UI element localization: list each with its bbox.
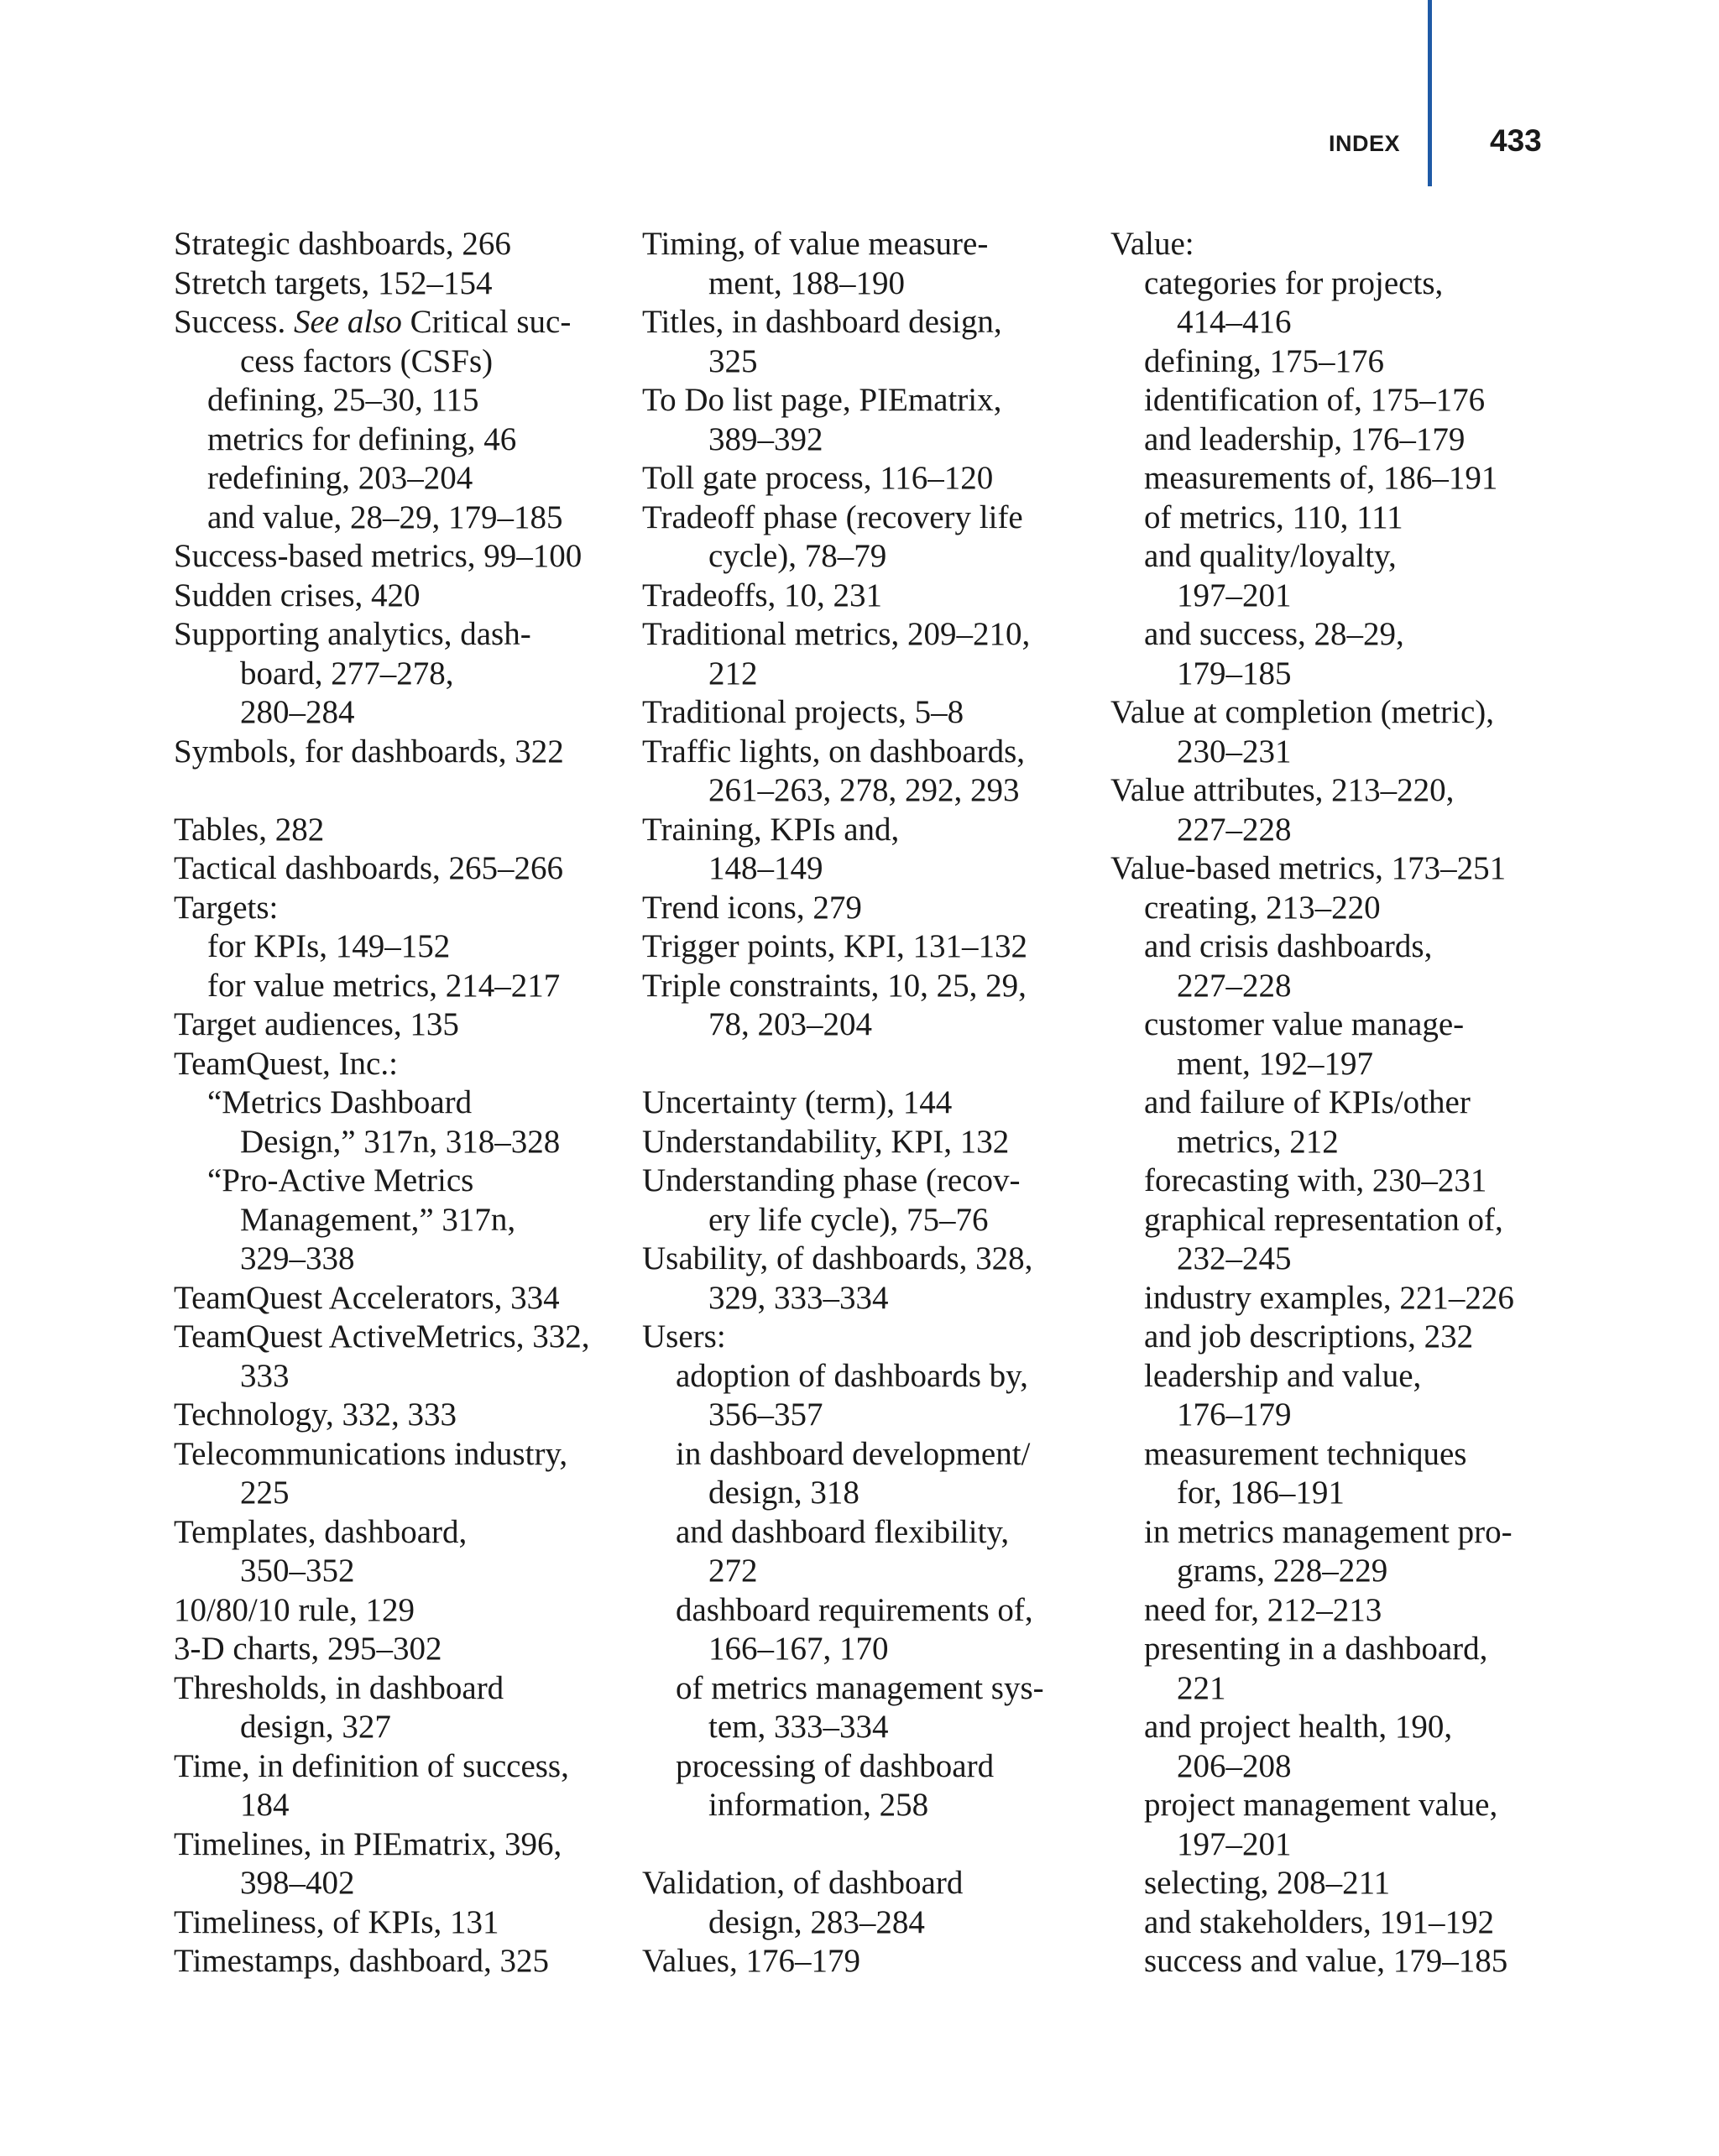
index-entry-continuation: 197–201 xyxy=(1177,1825,1292,1862)
index-entry-continuation: 225 xyxy=(240,1475,290,1511)
index-subentry: and leadership, 176–179 xyxy=(1144,420,1466,457)
index-subentry: forecasting with, 230–231 xyxy=(1144,1162,1487,1198)
entry-text: Critical suc- xyxy=(401,304,572,340)
index-subentry: defining, 25–30, 115 xyxy=(207,382,479,418)
index-entry-continuation: cess factors (CSFs) xyxy=(240,342,494,379)
index-entry-continuation: ment, 188–190 xyxy=(708,264,905,301)
index-subentry: adoption of dashboards by, xyxy=(676,1357,1028,1394)
index-entry: Titles, in dashboard design, xyxy=(642,304,1002,340)
index-subentry: in metrics management pro- xyxy=(1144,1513,1513,1550)
index-entry-continuation: 329–338 xyxy=(240,1240,355,1276)
index-entry-continuation: design, 327 xyxy=(240,1709,391,1745)
index-entry: Symbols, for dashboards, 322 xyxy=(174,733,564,770)
index-entry-continuation: board, 277–278, xyxy=(240,655,454,692)
letter-group-spacer xyxy=(174,771,589,811)
index-entry-continuation: 212 xyxy=(708,655,758,692)
see-also-reference: See also xyxy=(293,304,402,340)
index-entry: Sudden crises, 420 xyxy=(174,577,421,613)
index-entry: Triple constraints, 10, 25, 29, xyxy=(642,967,1027,1004)
page-number: 433 xyxy=(1490,123,1542,158)
index-subentry: measurements of, 186–191 xyxy=(1144,460,1498,496)
index-entry-continuation: 230–231 xyxy=(1177,733,1292,770)
index-subentry: industry examples, 221–226 xyxy=(1144,1279,1514,1316)
index-entry: Tradeoff phase (recovery life xyxy=(642,499,1023,535)
index-subentry: and quality/loyalty, xyxy=(1144,538,1397,574)
index-subentry: and value, 28–29, 179–185 xyxy=(207,499,563,535)
header-rule xyxy=(1428,0,1432,186)
index-entry: Timestamps, dashboard, 325 xyxy=(174,1943,550,1979)
index-subentry: in dashboard development/ xyxy=(676,1435,1031,1472)
index-entry-continuation: 197–201 xyxy=(1177,577,1292,613)
index-subentry: creating, 213–220 xyxy=(1144,889,1381,926)
index-entry: Targets: xyxy=(174,889,279,926)
index-entry: Telecommunications industry, xyxy=(174,1435,568,1472)
index-entry: Supporting analytics, dash- xyxy=(174,616,531,652)
index-entry-continuation: 333 xyxy=(240,1357,290,1394)
index-subentry: categories for projects, xyxy=(1144,264,1444,301)
index-subentry: identification of, 175–176 xyxy=(1144,382,1486,418)
index-column-2 xyxy=(642,225,1044,1981)
index-entry: TeamQuest ActiveMetrics, 332, xyxy=(174,1318,590,1355)
index-subentry: leadership and value, xyxy=(1144,1357,1422,1394)
index-subentry: selecting, 208–211 xyxy=(1144,1865,1391,1901)
entry-text: Success. xyxy=(174,304,294,340)
index-subentry: and failure of KPIs/other xyxy=(1144,1084,1471,1120)
index-entry-continuation: ery life cycle), 75–76 xyxy=(708,1201,989,1238)
index-entry: Tactical dashboards, 265–266 xyxy=(174,850,564,886)
index-entry: Values, 176–179 xyxy=(642,1943,860,1979)
index-entry: Strategic dashboards, 266 xyxy=(174,226,511,262)
index-subentry: for value metrics, 214–217 xyxy=(207,967,561,1004)
index-entry-continuation: 280–284 xyxy=(240,694,355,730)
index-column-1 xyxy=(174,225,589,1981)
letter-group-spacer xyxy=(642,1825,1044,1865)
index-entry-continuation: 261–263, 278, 292, 293 xyxy=(708,772,1020,808)
index-entry: Value at completion (metric), xyxy=(1110,694,1494,730)
index-entry: Usability, of dashboards, 328, xyxy=(642,1240,1033,1276)
index-subentry: success and value, 179–185 xyxy=(1144,1943,1508,1979)
index-entry: Tables, 282 xyxy=(174,811,325,848)
index-entry-continuation: 329, 333–334 xyxy=(708,1279,889,1316)
index-entry: Uncertainty (term), 144 xyxy=(642,1084,953,1120)
index-entry-continuation: information, 258 xyxy=(708,1787,929,1823)
index-subentry: and project health, 190, xyxy=(1144,1709,1453,1745)
index-entry-continuation: grams, 228–229 xyxy=(1177,1553,1388,1589)
index-entry: Traffic lights, on dashboards, xyxy=(642,733,1026,770)
index-entry: 10/80/10 rule, 129 xyxy=(174,1591,415,1628)
index-subentry: and job descriptions, 232 xyxy=(1144,1318,1474,1355)
index-entry: Toll gate process, 116–120 xyxy=(642,460,994,496)
index-entry-continuation: 176–179 xyxy=(1177,1396,1292,1433)
index-entry-continuation: 325 xyxy=(708,342,758,379)
index-entry: Understanding phase (recov- xyxy=(642,1162,1021,1198)
index-column-3 xyxy=(1110,225,1514,1981)
index-subentry: of metrics management sys- xyxy=(676,1669,1044,1706)
index-entry-continuation: 272 xyxy=(708,1553,758,1589)
index-entry: To Do list page, PIEmatrix, xyxy=(642,382,1002,418)
running-head: INDEX xyxy=(1328,131,1400,156)
index-entry xyxy=(174,303,589,342)
index-entry: Trend icons, 279 xyxy=(642,889,862,926)
index-entry: TeamQuest Accelerators, 334 xyxy=(174,1279,560,1316)
index-entry-continuation: 184 xyxy=(240,1787,290,1823)
index-entry-continuation: for, 186–191 xyxy=(1177,1475,1345,1511)
index-subentry: “Pro-Active Metrics xyxy=(207,1162,474,1198)
index-subentry: project management value, xyxy=(1144,1787,1498,1823)
index-entry-continuation: metrics, 212 xyxy=(1177,1123,1339,1160)
index-entry-continuation: Management,” 317n, xyxy=(240,1201,516,1238)
index-entry: Time, in definition of success, xyxy=(174,1747,569,1784)
index-entry-continuation: design, 283–284 xyxy=(708,1903,925,1940)
index-entry-continuation: 232–245 xyxy=(1177,1240,1292,1276)
index-entry-continuation: 148–149 xyxy=(708,850,823,886)
index-entry: Timelines, in PIEmatrix, 396, xyxy=(174,1825,562,1862)
index-subentry: graphical representation of, xyxy=(1144,1201,1503,1238)
index-entry-continuation: 166–167, 170 xyxy=(708,1631,889,1667)
index-subentry: and success, 28–29, xyxy=(1144,616,1404,652)
index-entry: Value: xyxy=(1110,226,1194,262)
index-entry: Users: xyxy=(642,1318,726,1355)
index-entry-continuation: ment, 192–197 xyxy=(1177,1045,1373,1082)
index-entry-continuation: 206–208 xyxy=(1177,1747,1292,1784)
index-entry: Tradeoffs, 10, 231 xyxy=(642,577,883,613)
index-entry: Training, KPIs and, xyxy=(642,811,900,848)
index-entry-continuation: tem, 333–334 xyxy=(708,1709,889,1745)
index-subentry: and stakeholders, 191–192 xyxy=(1144,1903,1495,1940)
index-entry: Value attributes, 213–220, xyxy=(1110,772,1455,808)
index-entry: 3-D charts, 295–302 xyxy=(174,1631,442,1667)
index-subentry: presenting in a dashboard, xyxy=(1144,1631,1488,1667)
index-entry: TeamQuest, Inc.: xyxy=(174,1045,398,1082)
index-subentry: for KPIs, 149–152 xyxy=(207,928,451,964)
index-entry-continuation: 414–416 xyxy=(1177,304,1292,340)
index-subentry: dashboard requirements of, xyxy=(676,1591,1033,1628)
index-entry-continuation: cycle), 78–79 xyxy=(708,538,887,574)
index-subentry: customer value manage- xyxy=(1144,1006,1465,1042)
index-entry-continuation: 78, 203–204 xyxy=(708,1006,872,1042)
index-subentry: defining, 175–176 xyxy=(1144,342,1384,379)
index-entry-continuation: 227–228 xyxy=(1177,967,1292,1004)
index-subentry: redefining, 203–204 xyxy=(207,460,473,496)
index-entry: Understandability, KPI, 132 xyxy=(642,1123,1010,1160)
index-entry-continuation: design, 318 xyxy=(708,1475,860,1511)
index-entry: Timeliness, of KPIs, 131 xyxy=(174,1903,499,1940)
index-entry-continuation: 227–228 xyxy=(1177,811,1292,848)
index-entry: Technology, 332, 333 xyxy=(174,1396,457,1433)
index-entry-continuation: 350–352 xyxy=(240,1553,355,1589)
index-entry-continuation: Design,” 317n, 318–328 xyxy=(240,1123,561,1160)
index-subentry: need for, 212–213 xyxy=(1144,1591,1382,1628)
index-entry: Timing, of value measure- xyxy=(642,226,989,262)
letter-group-spacer xyxy=(642,1045,1044,1084)
index-entry: Traditional projects, 5–8 xyxy=(642,694,964,730)
index-entry: Stretch targets, 152–154 xyxy=(174,264,493,301)
index-entry: Value-based metrics, 173–251 xyxy=(1110,850,1507,886)
index-entry-continuation: 356–357 xyxy=(708,1396,823,1433)
index-entry: Target audiences, 135 xyxy=(174,1006,459,1042)
index-entry: Thresholds, in dashboard xyxy=(174,1669,504,1706)
index-entry-continuation: 398–402 xyxy=(240,1865,355,1901)
index-subentry: “Metrics Dashboard xyxy=(207,1084,473,1120)
index-subentry: of metrics, 110, 111 xyxy=(1144,499,1403,535)
index-subentry: measurement techniques xyxy=(1144,1435,1467,1472)
index-subentry: and dashboard flexibility, xyxy=(676,1513,1010,1550)
index-entry-continuation: 179–185 xyxy=(1177,655,1292,692)
index-entry: Success-based metrics, 99–100 xyxy=(174,538,583,574)
index-entry-continuation: 221 xyxy=(1177,1669,1226,1706)
index-subentry: and crisis dashboards, xyxy=(1144,928,1433,964)
index-entry: Templates, dashboard, xyxy=(174,1513,468,1550)
index-entry: Traditional metrics, 209–210, xyxy=(642,616,1031,652)
index-entry-continuation: 389–392 xyxy=(708,420,823,457)
index-subentry: metrics for defining, 46 xyxy=(207,420,517,457)
index-entry: Trigger points, KPI, 131–132 xyxy=(642,928,1028,964)
index-subentry: processing of dashboard xyxy=(676,1747,995,1784)
index-entry: Validation, of dashboard xyxy=(642,1865,964,1901)
